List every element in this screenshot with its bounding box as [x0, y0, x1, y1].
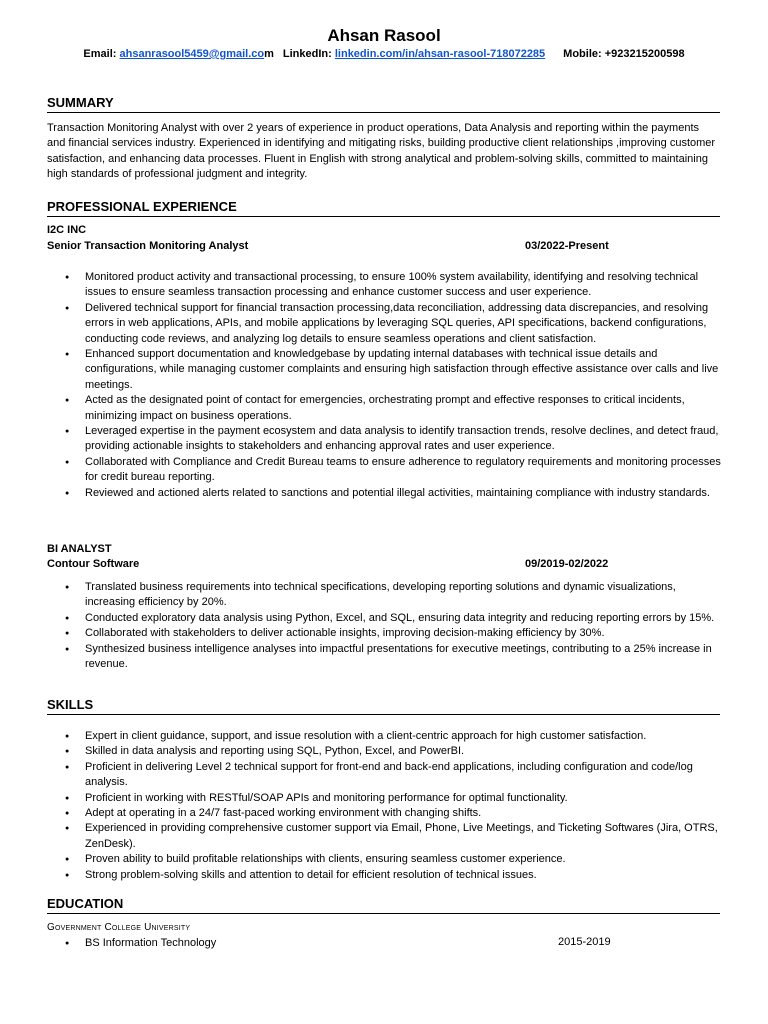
education-heading: EDUCATION	[47, 896, 720, 914]
list-item: ● Proficient in working with RESTful/SOAP APIs and monitoring performance for optimal functionality.	[47, 791, 722, 806]
list-item: ● Synthesized business intelligence analyses into impactful presentations for executive meetings, contributing to a 25% increase in revenue.	[47, 642, 722, 673]
job1-bullets	[47, 270, 722, 501]
email-tail: m	[264, 48, 274, 60]
skills-heading: SKILLS	[47, 697, 720, 715]
linkedin-link[interactable]: linkedin.com/in/ahsan-rasool-718072285	[334, 48, 546, 60]
list-item: ● Leveraged expertise in the payment ecosystem and data analysis to identify transaction trends, resolve declines, and detect fraud, providing actionable insights to stakeholders and enhancing approval rates and user experience.	[47, 424, 722, 455]
linkedin-label: LinkedIn:	[282, 48, 332, 60]
job2-role: BI ANALYST	[47, 543, 112, 555]
list-item: ● Strong problem-solving skills and attention to detail for efficient resolution of technical issues.	[47, 868, 722, 883]
list-item: ● Adept at operating in a 24/7 fast-paced working environment with changing shifts.	[47, 806, 722, 821]
skills-bullets	[47, 729, 722, 883]
list-item: ● Skilled in data analysis and reporting using SQL, Python, Excel, and PowerBI.	[47, 744, 722, 759]
job1-role: Senior Transaction Monitoring Analyst	[47, 240, 249, 252]
list-item: ● Translated business requirements into technical specifications, developing reporting solutions and dynamic visualizations, increasing efficiency by 20%.	[47, 580, 722, 611]
job2-company: Contour Software	[47, 558, 140, 570]
degree: ● BS Information Technology	[47, 936, 722, 951]
list-item: ● Conducted exploratory data analysis using Python, Excel, and SQL, ensuring data integrity and reducing reporting errors by 15%.	[47, 611, 722, 626]
list-item: ● Proven ability to build profitable relationships with clients, ensuring seamless customer experience.	[47, 852, 722, 867]
mobile-number: Mobile: +923215200598	[563, 48, 685, 60]
list-item: ● Expert in client guidance, support, and issue resolution with a client-centric approach for high customer satisfaction.	[47, 729, 722, 744]
experience-heading: PROFESSIONAL EXPERIENCE	[47, 199, 720, 217]
education-dates: 2015-2019	[558, 936, 611, 948]
email-label: Email:	[83, 48, 117, 60]
education-bullets	[47, 936, 722, 951]
list-item: ● Delivered technical support for financial transaction processing,data reconciliation, addressing data discrepancies, and resolving errors in web applications, APIs, and mobile applications by leveraging SQL queries, API specifications, backend configurations, conducting code reviews, and analyzing log details to ensure seamless operations and client satisfaction.	[47, 301, 722, 347]
list-item: ● Monitored product activity and transactional processing, to ensure 100% system availability, identifying and resolving technical issues to ensure seamless transaction processing and enhance customer success and user experience.	[47, 270, 722, 301]
list-item: ● Collaborated with Compliance and Credit Bureau teams to ensure adherence to regulatory requirements and monitoring processes for credit bureau reporting.	[47, 455, 722, 486]
job1-dates: 03/2022-Present	[525, 240, 609, 252]
job2-dates: 09/2019-02/2022	[525, 558, 609, 570]
contact-line	[0, 48, 768, 60]
candidate-name: Ahsan Rasool	[327, 26, 441, 45]
list-item: ● Reviewed and actioned alerts related to sanctions and potential illegal activities, maintaining compliance with industry standards.	[47, 486, 722, 501]
school-name: Government College University	[47, 922, 191, 933]
list-item: ● Collaborated with stakeholders to deliver actionable insights, improving decision-making efficiency by 30%.	[47, 626, 722, 641]
list-item: ● Experienced in providing comprehensive customer support via Email, Phone, Live Meetings, and Ticketing Softwares (Jira, OTRS, ZenDesk).	[47, 821, 722, 852]
list-item: ● Acted as the designated point of contact for emergencies, orchestrating prompt and effective responses to critical incidents, minimizing impact on business operations.	[47, 393, 722, 424]
list-item: ● Enhanced support documentation and knowledgebase by updating internal databases with technical issue details and configurations, while managing customer complaints and ensuring high satisfaction through effective assistance over calls and live meetings.	[47, 347, 722, 393]
summary-heading: SUMMARY	[47, 95, 720, 113]
job2-bullets	[47, 580, 722, 672]
email-link[interactable]: ahsanrasool5459@gmail.co	[119, 48, 265, 60]
summary-text: Transaction Monitoring Analyst with over 2 years of experience in product operations, Data Analysis and reporting within the payments and financial services industry. Experienced in identifying and mitigating risks, building productive client relationships ,improving customer satisfaction, and enhancing data processes. Fluent in English with strong analytical and problem-solving skills, committed to maintaining high standards of professional judgment and integrity.	[47, 122, 716, 181]
job1-company: I2C INC	[47, 224, 87, 236]
list-item: ● Proficient in delivering Level 2 technical support for front-end and back-end applications, including configuration and code/log analysis.	[47, 760, 722, 791]
